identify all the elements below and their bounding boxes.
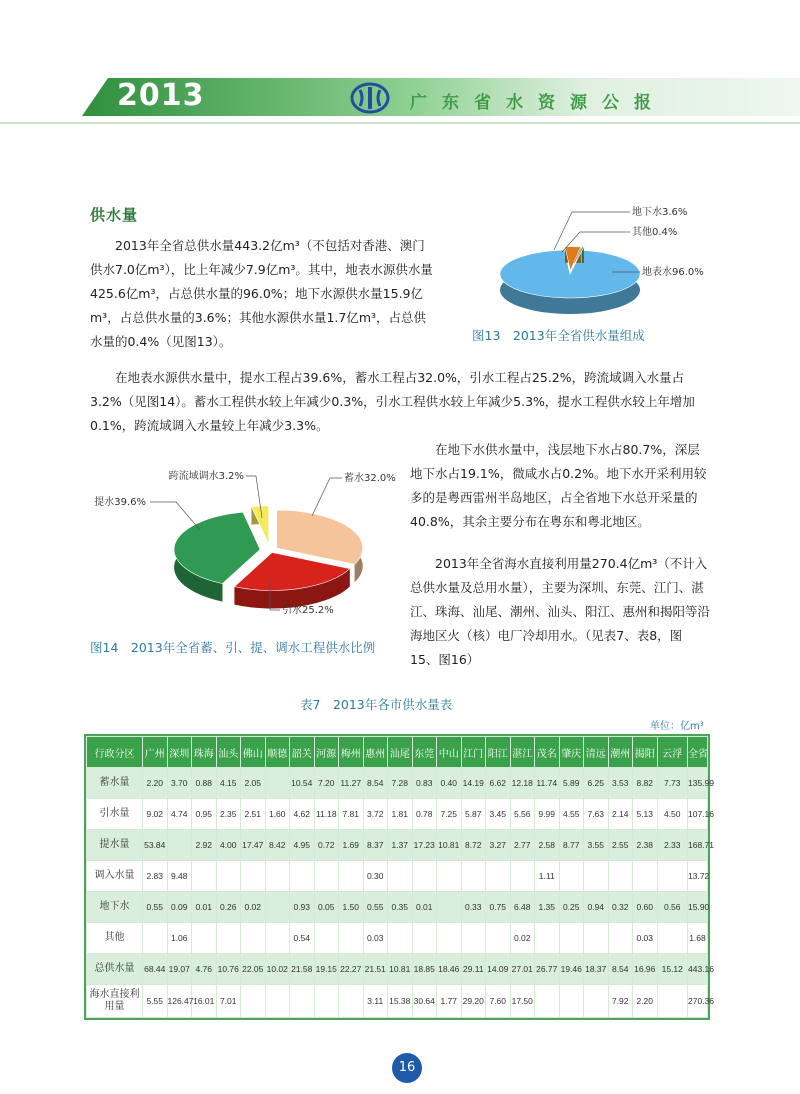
row-label: 海水直接利用量: [87, 985, 143, 1018]
table-cell: 2.38: [633, 830, 658, 861]
pie-label: 地下水3.6%: [632, 207, 688, 218]
table-cell: 0.05: [314, 892, 339, 923]
table-cell: 1.69: [339, 830, 364, 861]
header-cell-city: 全省: [688, 737, 708, 768]
table-row: [87, 985, 708, 1018]
table-cell: 4.95: [290, 830, 315, 861]
table-cell: 7.73: [657, 768, 688, 799]
header-cell-city: 肇庆: [559, 737, 584, 768]
table-cell: 126.47: [167, 985, 192, 1018]
table-cell: [461, 923, 486, 954]
table-cell: 10.54: [290, 768, 315, 799]
table-cell: 0.32: [608, 892, 633, 923]
table-cell: 2.51: [241, 799, 266, 830]
table-cell: 11.27: [339, 768, 364, 799]
table-cell: 68.44: [143, 954, 168, 985]
table-cell: 15.38: [388, 985, 413, 1018]
table-cell: [192, 923, 217, 954]
table-unit: 单位：亿m³: [650, 721, 704, 732]
table-cell: 17.50: [510, 985, 535, 1018]
table-cell: 1.81: [388, 799, 413, 830]
table-cell: 11.74: [535, 768, 560, 799]
row-label: 提水量: [87, 830, 143, 861]
header-cell-city: 佛山: [241, 737, 266, 768]
table-cell: 5.13: [633, 799, 658, 830]
table-cell: 22.27: [339, 954, 364, 985]
table-cell: 17.23: [412, 830, 437, 861]
table-cell: 18.46: [437, 954, 462, 985]
table-cell: 0.03: [363, 923, 388, 954]
table-row: [87, 954, 708, 985]
table-cell: 13.72: [688, 861, 708, 892]
table-cell: 10.81: [437, 830, 462, 861]
table-row: [87, 830, 708, 861]
table-cell: 0.55: [363, 892, 388, 923]
header-cell-city: 顺德: [265, 737, 290, 768]
table-cell: 6.62: [486, 768, 511, 799]
table-cell: 3.70: [167, 768, 192, 799]
table-cell: [143, 923, 168, 954]
paragraph-total-supply: 2013年全省总供水量443.2亿m³（不包括对香港、澳门供水7.0亿m³），比上年减少7.9亿m³。其中，地表水源供水量425.6亿m³，占总供水量的96.0%；地下水源供水量15.9亿m³，占总供水量的3.6%；其他水源供水量1.7亿m³，占总供水量的0.4%（见图13）。: [90, 238, 433, 349]
pie-label: 引水25.2%: [282, 605, 334, 616]
table-cell: 1.77: [437, 985, 462, 1018]
table-cell: 3.45: [486, 799, 511, 830]
table-cell: 8.72: [461, 830, 486, 861]
page-header: [0, 0, 800, 130]
table-cell: [265, 923, 290, 954]
table-cell: 10.81: [388, 954, 413, 985]
table-cell: [559, 861, 584, 892]
paragraph-surface-supply: 在地表水源供水量中，提水工程占39.6%，蓄水工程占32.0%，引水工程占25.2%，跨流域调入水量占3.2%（见图14）。蓄水工程供水较上年减少0.3%，引水工程供水较上年减少5.3%，提水工程供水较上年增加0.1%，跨流域调入水量较上年减少3.3%。: [90, 370, 695, 433]
row-label: 地下水: [87, 892, 143, 923]
table-cell: [314, 923, 339, 954]
table-cell: 29.11: [461, 954, 486, 985]
table-cell: [241, 861, 266, 892]
table-cell: 8.37: [363, 830, 388, 861]
city-water-supply-table: [86, 736, 714, 1018]
water-bureau-logo-icon: [350, 82, 390, 114]
table-cell: [412, 861, 437, 892]
table-cell: 2.92: [192, 830, 217, 861]
table-cell: [265, 861, 290, 892]
table-cell: [339, 985, 364, 1018]
table-cell: 443.16: [688, 954, 708, 985]
table-cell: [584, 985, 609, 1018]
table-cell: 2.35: [216, 799, 241, 830]
table-cell: 11.18: [314, 799, 339, 830]
table-cell: 53.84: [143, 830, 168, 861]
table-cell: 8.42: [265, 830, 290, 861]
table-cell: 0.35: [388, 892, 413, 923]
header-cell-city: 云浮: [657, 737, 688, 768]
table-cell: 4.76: [192, 954, 217, 985]
table-cell: 14.19: [461, 768, 486, 799]
table-cell: 2.55: [608, 830, 633, 861]
table-cell: [314, 861, 339, 892]
header-cell-region: 行政分区: [87, 737, 143, 768]
table-cell: [657, 861, 688, 892]
table-cell: 8.54: [363, 768, 388, 799]
table-cell: 2.83: [143, 861, 168, 892]
table-cell: 5.87: [461, 799, 486, 830]
figure-14-caption: 图14 2013年全省蓄、引、提、调水工程供水比例: [90, 640, 376, 655]
table-cell: 0.33: [461, 892, 486, 923]
table-cell: 7.63: [584, 799, 609, 830]
table-cell: 1.37: [388, 830, 413, 861]
paragraph-seawater: 2013年全省海水直接利用量270.4亿m³（不计入总供水量及总用水量），主要为深圳、东莞、江门、湛江、珠海、汕尾、潮州、汕头、阳江、惠州和揭阳等沿海地区火（核）电厂冷却用水。（见表7、表8，图15、图16）: [410, 556, 711, 667]
table-cell: 21.58: [290, 954, 315, 985]
table-cell: [535, 923, 560, 954]
table-cell: 8.82: [633, 768, 658, 799]
table-cell: 3.72: [363, 799, 388, 830]
header-cell-city: 潮州: [608, 737, 633, 768]
table-cell: 19.07: [167, 954, 192, 985]
header-cell-city: 揭阳: [633, 737, 658, 768]
section-title: 供水量: [90, 206, 139, 224]
table-cell: 4.55: [559, 799, 584, 830]
table-cell: 0.01: [192, 892, 217, 923]
table-cell: 270.36: [688, 985, 708, 1018]
table-cell: 5.55: [143, 985, 168, 1018]
header-cell-city: 韶关: [290, 737, 315, 768]
header-cell-city: 梅州: [339, 737, 364, 768]
page-number: 16: [392, 1053, 422, 1083]
table-cell: [486, 861, 511, 892]
table-cell: 3.55: [584, 830, 609, 861]
table-cell: 17.47: [241, 830, 266, 861]
pie-chart-supply-composition: [480, 196, 720, 316]
figure-13-caption: 图13 2013年全省供水量组成: [472, 328, 645, 343]
table-cell: [608, 861, 633, 892]
table-cell: 10.02: [265, 954, 290, 985]
table-cell: 0.03: [633, 923, 658, 954]
table-cell: 15.90: [688, 892, 708, 923]
table-cell: 2.14: [608, 799, 633, 830]
row-label: 蓄水量: [87, 768, 143, 799]
table-cell: [535, 985, 560, 1018]
table-cell: [241, 923, 266, 954]
table-cell: [314, 985, 339, 1018]
table-cell: [437, 861, 462, 892]
table-cell: [437, 892, 462, 923]
table-cell: 2.33: [657, 830, 688, 861]
table-row: [87, 768, 708, 799]
table-cell: 5.56: [510, 799, 535, 830]
table-cell: [388, 861, 413, 892]
table-cell: 19.46: [559, 954, 584, 985]
table-cell: 5.89: [559, 768, 584, 799]
table-cell: 16.96: [633, 954, 658, 985]
table-cell: 18.37: [584, 954, 609, 985]
header-cell-city: 湛江: [510, 737, 535, 768]
table-cell: 7.92: [608, 985, 633, 1018]
table-cell: 0.25: [559, 892, 584, 923]
table-cell: 12.18: [510, 768, 535, 799]
table-cell: [339, 861, 364, 892]
table-cell: 29.20: [461, 985, 486, 1018]
table-cell: [412, 923, 437, 954]
table-cell: 4.74: [167, 799, 192, 830]
leader-line: [312, 478, 342, 516]
header-cell-city: 汕头: [216, 737, 241, 768]
table-cell: 0.93: [290, 892, 315, 923]
pie-label: 提水39.6%: [94, 497, 146, 508]
header-cell-city: 河源: [314, 737, 339, 768]
table-cell: 1.35: [535, 892, 560, 923]
table-row: [87, 799, 708, 830]
table-cell: [265, 985, 290, 1018]
table-cell: 30.64: [412, 985, 437, 1018]
table-cell: 0.94: [584, 892, 609, 923]
table-cell: [241, 985, 266, 1018]
leader-line: [554, 212, 630, 250]
table-cell: 0.88: [192, 768, 217, 799]
pie-label: 蓄水32.0%: [344, 473, 396, 484]
table-cell: [657, 923, 688, 954]
header-cell-city: 茂名: [535, 737, 560, 768]
table-cell: 2.77: [510, 830, 535, 861]
table-cell: 0.75: [486, 892, 511, 923]
header-cell-city: 汕尾: [388, 737, 413, 768]
table-cell: 15.12: [657, 954, 688, 985]
table-cell: 7.25: [437, 799, 462, 830]
table-cell: [216, 861, 241, 892]
table-cell: 7.28: [388, 768, 413, 799]
table-cell: 7.60: [486, 985, 511, 1018]
table-title: 表7 2013年各市供水量表: [300, 697, 453, 712]
table-cell: [339, 923, 364, 954]
table-row: [87, 861, 708, 892]
table-cell: 0.09: [167, 892, 192, 923]
table-cell: 3.53: [608, 768, 633, 799]
table-cell: [290, 985, 315, 1018]
table-cell: 10.76: [216, 954, 241, 985]
table-cell: 0.30: [363, 861, 388, 892]
table-cell: 0.54: [290, 923, 315, 954]
table-cell: 9.48: [167, 861, 192, 892]
table-cell: [265, 892, 290, 923]
table-cell: 8.54: [608, 954, 633, 985]
table-cell: 0.95: [192, 799, 217, 830]
table-cell: 26.77: [535, 954, 560, 985]
table-row: [87, 892, 708, 923]
table-cell: 7.20: [314, 768, 339, 799]
table-cell: 2.20: [143, 768, 168, 799]
table-cell: [388, 923, 413, 954]
table-cell: [559, 985, 584, 1018]
table-cell: 0.72: [314, 830, 339, 861]
table-cell: 27.01: [510, 954, 535, 985]
row-label: 总供水量: [87, 954, 143, 985]
header-cell-city: 中山: [437, 737, 462, 768]
table-cell: [437, 923, 462, 954]
table-cell: 9.99: [535, 799, 560, 830]
row-label: 引水量: [87, 799, 143, 830]
table-cell: 0.83: [412, 768, 437, 799]
table-cell: 7.81: [339, 799, 364, 830]
table-cell: [559, 923, 584, 954]
pie-chart-project-supply: [80, 460, 400, 630]
table-cell: 3.11: [363, 985, 388, 1018]
table-cell: 135.99: [688, 768, 708, 799]
table-cell: 1.11: [535, 861, 560, 892]
pie-label: 地表水96.0%: [642, 267, 704, 278]
table-cell: 0.02: [510, 923, 535, 954]
table-cell: [216, 923, 241, 954]
table-cell: [167, 830, 192, 861]
table-cell: 0.02: [241, 892, 266, 923]
header-cell-city: 阳江: [486, 737, 511, 768]
table-cell: 0.26: [216, 892, 241, 923]
table-cell: 6.25: [584, 768, 609, 799]
table-cell: 0.60: [633, 892, 658, 923]
table-cell: 0.78: [412, 799, 437, 830]
table-cell: 4.62: [290, 799, 315, 830]
table-cell: 1.50: [339, 892, 364, 923]
table-cell: 107.16: [688, 799, 708, 830]
table-frame: [84, 734, 714, 1020]
table-cell: 21.51: [363, 954, 388, 985]
table-cell: [608, 923, 633, 954]
header-cell-city: 广州: [143, 737, 168, 768]
table-cell: 0.01: [412, 892, 437, 923]
table-cell: 4.15: [216, 768, 241, 799]
table-cell: 0.40: [437, 768, 462, 799]
table-cell: 1.06: [167, 923, 192, 954]
table-cell: 18.85: [412, 954, 437, 985]
table-cell: 4.50: [657, 799, 688, 830]
table-cell: 8.77: [559, 830, 584, 861]
table-cell: 6.48: [510, 892, 535, 923]
table-cell: 1.68: [688, 923, 708, 954]
header-cell-city: 东莞: [412, 737, 437, 768]
table-cell: 4.00: [216, 830, 241, 861]
table-row: [87, 923, 708, 954]
table-cell: 3.27: [486, 830, 511, 861]
header-year: 2013: [117, 78, 205, 113]
table-cell: 9.02: [143, 799, 168, 830]
table-cell: 168.71: [688, 830, 708, 861]
header-title: 广东省水资源公报: [410, 93, 666, 113]
paragraph-groundwater: 在地下水供水量中，浅层地下水占80.7%，深层地下水占19.1%，微咸水占0.2%。地下水开采利用较多的是粤西雷州半岛地区，占全省地下水总开采量的40.8%，其余主要分布在粤东和粤北地区。: [410, 442, 707, 529]
row-label: 调入水量: [87, 861, 143, 892]
table-cell: 0.56: [657, 892, 688, 923]
table-cell: [265, 768, 290, 799]
table-cell: 22.05: [241, 954, 266, 985]
pie-label: 其他0.4%: [632, 227, 678, 238]
header-cell-city: 江门: [461, 737, 486, 768]
table-cell: 2.20: [633, 985, 658, 1018]
table-cell: [290, 861, 315, 892]
table-cell: 16.01: [192, 985, 217, 1018]
header-cell-city: 珠海: [192, 737, 217, 768]
header-cell-city: 深圳: [167, 737, 192, 768]
table-cell: 2.05: [241, 768, 266, 799]
table-cell: 0.55: [143, 892, 168, 923]
table-cell: [486, 923, 511, 954]
row-label: 其他: [87, 923, 143, 954]
table-cell: [584, 861, 609, 892]
table-cell: [461, 861, 486, 892]
table-cell: [633, 861, 658, 892]
table-cell: 7.01: [216, 985, 241, 1018]
header-cell-city: 清远: [584, 737, 609, 768]
table-cell: [584, 923, 609, 954]
header-cell-city: 惠州: [363, 737, 388, 768]
table-cell: [510, 861, 535, 892]
table-cell: 14.09: [486, 954, 511, 985]
pie-label: 跨流域调水3.2%: [168, 471, 244, 482]
table-cell: 2.58: [535, 830, 560, 861]
table-cell: 19.15: [314, 954, 339, 985]
table-cell: [657, 985, 688, 1018]
table-cell: 1.60: [265, 799, 290, 830]
table-cell: [192, 861, 217, 892]
